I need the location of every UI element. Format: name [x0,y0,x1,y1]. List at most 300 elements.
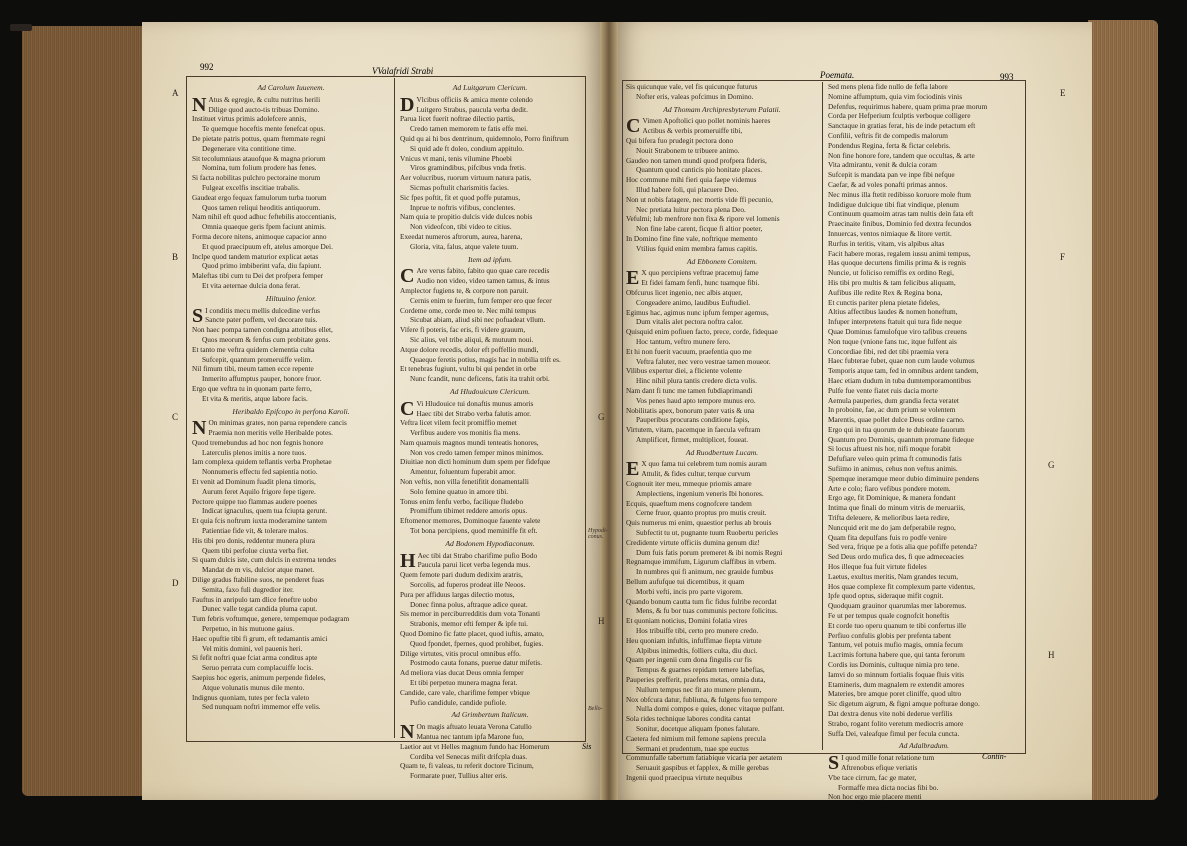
verse-line: Nuncquid erit me do jam defperabile regno, [828,522,956,532]
verse-line: Tum febris voftumque, genere, tempemque podagram [192,614,350,624]
verse-line: Exeedat numeros aftrorum, aurea, harena, [400,231,523,241]
drop-capital: S [828,752,840,775]
verse-line: Non fine labe carent, ficque fi altior poeter, [636,224,763,234]
right-folio: 993 [1000,72,1014,82]
verse-line: Sic alius, vel tribe aliqui, & mutuum noui. [410,334,534,344]
verse-line: Sic fpes poftit, fit et quod poffe putamus, [400,192,521,202]
poem-title: Heribaldo Epifcopo in perfona Karoli. [232,406,350,416]
verse-line: Diuitiae non dicti hominum dum spem per fidefque [400,457,551,467]
verse-line: Fe ut per tempus quale cognofcit honeftis [828,611,950,621]
verse-line: Cognouit iter meu, mmeque priomis amare [626,479,752,489]
verse-line: Si locus aftuest nis hor, nifi moque forabit [828,444,951,454]
margin-letter-a: A [172,88,179,98]
verse-line: Iam complexa quidem teflantis verba Prophetae [192,457,332,467]
verse-line: Pulfe fue vente fiatet ruis dacia morte [828,385,938,395]
verse-line: Formarate puer, Tullius alter eris. [410,771,508,781]
verse-line: Altius affectibus laudes & nomen honeftum, [828,307,958,317]
verse-line: Quod tremebundus ad hoc non fegnis honore [192,437,324,447]
verse-line: Quem femote pari dudum dedixim aratris, [400,570,523,580]
verse-line: Dilige quod aucto-tis tribuas Domino. [208,104,320,114]
verse-line: Dunec valle tegat candida pluma caput. [202,604,318,614]
verse-line: Indignus quoniam, tutes per fecla valeto [192,692,310,702]
verse-line: Haec etiam dudum in tuba dumtemporamontibus [828,375,971,385]
verse-line: Hos illeque fua fuit virtute fideles [828,562,927,572]
verse-line: Et quod praecipuum eft, atelus amorque Dei. [202,241,333,251]
left-folio: 992 [200,62,214,72]
poem-title: Ad Grimbertum Italicum. [451,710,529,720]
verse-line: In numbres qui fi animum, nec grauide fumbus [636,567,774,577]
verse-line: Corda per Hefperium fculptis verboque colligere [828,111,971,121]
verse-line: Aer volucribus, ruorum virtuum natura patis, [400,173,532,183]
verse-line: His tibi pro donis, reddentur munera plura [192,535,316,545]
verse-line: Et fidei famam fenfi, hunc tuamque fibi. [641,278,760,288]
margin-letter-g: G [598,412,605,422]
verse-line: Nam quamuis magnos mundi tenteatis honores, [400,437,539,447]
verse-line: Et hi non fuerit vacuum, praefentia quo me [626,346,752,356]
verse-line: Candide, care vale, charifime femper vbique [400,687,530,697]
verse-line: Egimus hac, agimus nunc ipfum femper agemus, [626,307,769,317]
verse-line: Vefulmi; lub menfrore non fixa & ripore vel lomenis [626,214,780,224]
verse-line: Indidigue dulcique tibi fiat vindique, plenum [828,199,959,209]
left-column-2 [400,80,580,781]
verse-line: Nunc fcandit, nunc deficens, fatis ita trahit orbi. [410,374,550,384]
verse-line: Perpetuo, in his mutuone gaius. [202,624,295,634]
verse-line: Nox obfcura datur, fubliuna, & fulgens fuo tempore [626,694,778,704]
verse-line: Laetior aut vt Helles magnum fundo hac Homerum [400,741,550,751]
verse-line: Haec fubterae fubet, quae non cum laude volumus [828,356,975,366]
verse-line: Quisquid enim pofiuen facto, prece, corde, fidequae [626,327,778,337]
verse-line: Nec minus illa ftetit redibisso koruore mole ftum [828,189,971,199]
left-catchword: Sis [582,742,592,751]
verse-line: Aurum feret Aquilo frigore fepe tigere. [202,486,316,496]
verse-line: His tibi pro multis & tam felicibus aliquam, [828,277,956,287]
verse-line: Nec pretiata luitur pectora plena Deo. [636,204,746,214]
right-running-head: Poemata. [820,70,855,80]
verse-line: Temporis atque tam, fed in omnibus ardent tandem, [828,366,979,376]
verse-line: Subfectit tu ut, pugnante tuum Ruobertu pericles [636,528,779,538]
verse-line: Sonitur, docetque aliquam fpones falutare. [636,724,760,733]
verse-line: Perfiuo confulis globis per prefenta tabent [828,630,951,640]
poem-title: Hiltuuino fenior. [265,293,317,303]
verse-line: Si quam dulcis iste, cum dulcis in extrema tendes [192,555,337,565]
verse-line: Quam per ingenii cum dona fingulis cur fis [626,655,752,665]
poem-title: Ad Carolum Iuuenem. [257,83,325,92]
verse-line: Non vos credo tamen femper minos minimos. [410,447,544,457]
verse-line: Quid qu ai hi bos dentrinum, quidemnolo, Porro finiftrum [400,133,569,143]
verse-line: Nam quia te propitio dulcis vide dulces nobis [400,212,533,222]
fore-edge-left [22,26,152,796]
verse-line: Tantum, vel potuis mufio magis, omnia fecum [828,640,963,650]
fore-edge-right [1088,20,1158,800]
verse-line: Fulgeat excelfis inscitiae trabalis. [202,182,300,192]
verse-line: Sancte pater poffem, vel decorare tuis. [205,315,318,325]
verse-line: Nomine affumptum, quia vim fociodinis vinis [828,91,963,101]
verse-line: Mantua nec tantum ipfa Marone fuo, [416,732,524,741]
left-column-1 [192,80,390,736]
verse-line: Non tuque (vnione fans tuc, itque fulfent ais [828,336,957,346]
verse-line: Et corde tuo operu quanum te tibi confertus ille [828,620,967,630]
verse-line: I quod mille fonat relatione tum [841,753,935,763]
verse-line: Tot bona percipiens, quod meminiffe fit eft. [410,526,538,536]
verse-line: Pauperibus procurans conditione fapis, [636,415,750,425]
verse-line: Vilibus expertur diei, a fliciente volente [626,366,742,376]
verse-line: Credo tamen memorem te fatis effe mei. [410,124,528,134]
drop-capital: N [192,417,207,440]
verse-line: Nouit Strabonem te tribuere animo. [636,145,740,155]
verse-line: Quem tibi perfolue ciuxta verba fiet. [202,545,309,555]
verse-line: Vifere fi poteris, fac eris, fi videre grauum, [400,325,526,335]
verse-line: Infuper interpretens ftatuit qui tura fide neque [828,317,962,327]
verse-line: Dilige gradus ftabiline suos, ne penderet fuas [192,575,324,585]
verse-line: Aufibus ille redite Rex & Regina bona, [828,287,943,297]
verse-line: Sed nunquam noftri immemor effe velis. [202,702,321,712]
verse-line: Sed vera, frique pe a fotis alia que pofiffe petenda? [828,542,977,552]
verse-line: Strabonis, memor efti femper & ipfe tui. [410,619,528,629]
verse-line: Degenerare vita contitione time. [202,143,297,153]
verse-line: Concordiae fibi, red det tibi praemia vera [828,346,949,356]
verse-line: Solo femine quatuo in amore tibi. [410,486,509,496]
verse-line: Sed mens plena fide nullo de fefla labore [828,82,948,91]
verse-line: Cordis ius Dominis, cultuque nimia pro tene. [828,660,960,670]
verse-line: Sic digetum aigrum, & figni amque pofturae dongo. [828,699,980,709]
right-catchword: Contin- [982,752,1007,761]
verse-line: Forma decore nitens, animoque capacior anno [192,231,327,241]
binding-clasp [10,24,32,31]
verse-line: Non ut nobis fatagere, nec mortis vide ffi pecunio, [626,194,773,204]
verse-line: Maleftas tibi cum tu Dei det profpera femper [192,271,324,281]
verse-line: Lacrimis fortuna habere que, qui tanta ferorum [828,650,965,660]
verse-line: Vita admirantu, venit & dulcia coram [828,160,937,170]
verse-line: Quando bonum cautta tum fic fidus fulribe recordat [626,596,777,606]
drop-capital: N [192,93,207,116]
verse-line: Te quemque hoceftis mente fenefcat opus. [202,124,326,134]
verse-line: Non veftis, non villa fenetifitit donamentalli [400,477,529,487]
verse-line: Communfalle tabertum fatiabique vicaria per aetatem [626,753,783,763]
verse-line: On magis aftuato leuata Verona Catullo [416,722,532,732]
verse-line: Non haec pompa tamen condigna attotibus ellet, [192,325,333,335]
verse-line: Sit tecolumniaus atauofque & magna priorum [192,153,326,163]
verse-line: Instituet virtus primis adolefcere annis, [192,114,307,124]
verse-line: Seruauit gaspibus et fapplex, & mille gerebas [636,763,769,773]
verse-line: Quae Dominus famulofque viro tafibus creuens [828,326,967,336]
verse-line: Et quia fcis noftrum iuxta moderamine tantem [192,516,327,526]
verse-line: Vos penes haud apto tempore munus ero. [636,395,756,405]
verse-line: Nomina, tum folium prodere has fenes. [202,163,317,173]
verse-line: Atque dolore recedis, dolor eft poffellio mundi, [400,344,539,354]
verse-line: Arte e colo; fiaro vefibus pondere motem. [828,483,951,493]
verse-line: Promiffum tibimet reddere amoris opus. [410,506,528,516]
drop-capital: E [626,267,640,290]
verse-line: Are verus fabito, fabito quo quae care recedis [416,266,550,276]
verse-line: Gaudeo non tamen mundi quod profpera fideris, [626,155,767,165]
verse-line: Aemula pauperies, dum grandia fecta veratet [828,395,959,405]
margin-letter-c: C [172,412,179,422]
verse-line: Continuum quamoim atras tam nultis dein fata eft [828,209,974,219]
verse-line: Hoc tantum, veftro munere fero. [636,336,731,346]
verse-line: Cordiba vel Senecas mifit drifcpla duas. [410,751,528,761]
verse-line: Spemque ineramque meor dubio diminuire pendens [828,473,979,483]
verse-line: Inmerito affumptus pauper, honore fruor. [202,374,322,384]
verse-line: Morbi vefti, incis pro parte vigorem. [636,586,743,596]
verse-line: Etamineris, dum magnalem re extendit amores [828,679,965,689]
verse-line: Ergo qui in tua quorum de te dubieate fauorum [828,424,965,434]
verse-line: Et venit ad Dominum fuadit plena timoris, [192,477,316,487]
verse-line: Postmodo cauta fonans, puerue datur mifetis. [410,658,542,668]
verse-line: Mens, & fu bor tuas communis pectore folicitus. [636,606,778,616]
verse-line: Caetera fed nimium mil femone sapiens precula [626,733,766,743]
verse-line: Sufiimo in animus, cehus non veftus animis. [828,464,958,474]
verse-line: Praemia non meritis velle Heribalde potes. [208,428,333,438]
margin-letter-d: D [172,578,179,588]
verse-line: Cerne fruor, quanto proptus pro mutis creuit. [636,508,767,518]
verse-line: Amplector fugiens te, & corpore non paruit. [400,285,529,295]
verse-line: Hos tribuiffe tibi, certo pro munere credo. [636,626,759,636]
poem-title: Ad Hludouicum Clericum. [450,386,530,396]
verse-line: Heu quoniam infultis, infuffimae fiepta virtute [626,635,762,645]
verse-line: Amentur, foluentum fuperabit amor. [410,467,516,477]
verse-line: Cordeme ome, corde meo te. Nec mihi tempus [400,305,536,315]
verse-line: Amplificet, firmet, multiplicet, foueat. [636,434,749,444]
verse-line: Et tibi perpetuo munera magna ferat. [410,678,518,688]
poem-title: Ad Ruodbertum Lucam. [685,447,759,457]
verse-line: Sorcolis, ad fuperos prodeat ille Neoos. [410,580,526,590]
verse-line: Nonnumeris effectu fed sapientia notio. [202,467,318,477]
verse-line: Credidente virtute officiis dumina genum diz! [626,537,760,547]
drop-capital: S [192,304,204,327]
verse-line: Fauftus in anripulo tam dlice feneftre uobo [192,594,318,604]
verse-line: In proboine, fae, ac dum prium se volentem [828,405,956,415]
verse-line: Pondendus Regina, ferta & fictar celebris. [828,140,951,150]
verse-line: Amplectiens, ingenium veneris Ibi honores. [636,488,764,498]
right-column-2 [828,82,1020,802]
drop-capital: E [626,458,640,481]
verse-line: On minimas grates, non parua rependere cancis [208,418,347,428]
verse-line: Quos meorum & fenfus cum probitate gens. [202,334,331,344]
verse-line: Dat dextra denus vite nobi dederue verfilis [828,709,953,718]
verse-line: Has quoque decurtens fimilis prima & is regnis [828,258,967,268]
verse-line: Nam dant fi tunc me tamen fubdiaprimandi [626,385,753,395]
verse-line: Vel mitis domini, vel pauenis heri. [202,643,303,653]
verse-line: Quam fita depulfans fuis ro podfe venire [828,532,947,542]
drop-capital: N [400,721,415,744]
verse-line: Caefar, & ad voles ponafti primas annos. [828,179,948,189]
verse-line: Luitgero Strabus, paucula verba dedit. [416,104,528,114]
verse-line: I conditis mecu mellis dulcedine verfus [205,305,321,315]
verse-line: Hos quae complexe fit complexum parte videntus, [828,581,975,591]
verse-line: Nullum tempus nec fit ato munere plenum, [636,684,762,694]
verse-line: Hinc nihil plura tantis credere dicta volis. [636,376,757,386]
verse-line: Nuncie, ut foliciso remiffis ex ordino Regi, [828,268,954,278]
verse-line: Tonus enim fenfu verbo, facilique fludebo [400,496,524,506]
poem-title: Item ad ipfum. [467,254,513,264]
verse-line: Indicat ignaculus, quem tua fciupta gerunt. [202,506,328,516]
verse-line: Hoc commune mihi fieri quia faepe videmus [626,175,757,185]
verse-line: Formaffe mea dicta nocias fibi bo. [838,782,939,792]
poem-title: Ad Ebbonem Comitem. [686,256,758,266]
verse-line: Pectore quippe tuo flammas audere poenes [192,496,318,506]
verse-line: Illud habere foli, qui placuere Deo. [636,184,739,194]
verse-line: Seruo perrata cum complacuiffe locis. [202,663,314,673]
verse-line: Viros gramindibus, pifcibus vnda fretis. [410,163,526,173]
verse-line: Pauperies prefferit, praefens metas, omnia duta, [626,675,766,685]
verse-line: Si facta nobilitas pulchro pectoraine morum [192,173,321,183]
verse-line: Vtilius fquid enim membra famus capitis. [636,243,758,253]
verse-line: Pura per affiduus largas dilectio motus, [400,589,515,599]
verse-line: Vi Hludouice tui donaftis munus amoris [416,398,534,408]
verse-line: Aec tibi dat Strabo charifime pufio Bodo [417,550,538,560]
verse-line: Sis memor in perciburredditis dum vota Tonanti [400,609,541,619]
verse-line: X quo fama tui celebrem tum nomis auram [641,459,767,469]
verse-line: Marentis, quae pollet dulce Deus ordine carno. [828,415,965,425]
verse-line: Ad meliora vias ducat Deus omnia femper [400,668,524,678]
verse-line: Et tenebras fugiunt, vultu bi qui pendet in orbe [400,364,537,374]
verse-line: Quos tamen reliqui heoditis antiquorum. [202,202,321,212]
verse-line: Suffa Dei, valeafque fimul per fecula cuncta. [828,728,960,738]
verse-line: Et vita aeternae dulcia dona ferat. [202,280,301,290]
verse-line: Et cunctis pariter plena pietate fideles, [828,297,940,307]
drop-capital: H [400,549,416,572]
verse-line: Ecquis, quaeftum mens cognofcere tandem [626,498,752,508]
verse-line: Donec finna polus, aftraque adice queat. [410,599,528,609]
verse-line: Haec tibi det Strabo verba falutis amor. [416,408,531,418]
right-column-rule [822,82,823,750]
verse-line: Dum fuis fatis porum premeret & ibi nomis Regni [636,547,783,557]
verse-line: Regnamque immifum, Ligurum claffibus in vrbem. [626,557,777,567]
margin-letter-e: E [1060,88,1066,98]
left-column-rule [394,78,395,738]
verse-line: Nobilitatis apex, bonorum pater vatis & una [626,405,755,415]
verse-line: In Domino fine fine vale, noftrique memento [626,233,758,243]
verse-line: Rurfus in teritis, vitam, vis alpibus altas [828,238,945,248]
verse-line: Sufcepit, quantum promeruiffe velim. [202,354,313,364]
verse-line: Quod Domino fic fatte placet, quod iuftis, amato, [400,629,544,639]
verse-line: Nil fimum tibi, meum tamen ecce repente [192,364,314,374]
poem-title: Ad Luitgarum Clericum. [452,83,528,92]
verse-line: Non videofcon, tibi video te citius. [410,222,512,232]
verse-line: Facit habere moras, regalem iussu animi tempus, [828,248,971,258]
verse-line: Sola rides technique labores condita cantat [626,714,751,724]
verse-line: Et quoniam noticius, Domini folatia vires [626,616,748,626]
verse-line: X quo percipiens veftrae pracemuj fame [641,268,759,278]
verse-line: Innuercas, ventos nimiaque & litore vertit. [828,228,952,238]
verse-line: Vbe tace cirrum, fac ge mater, [828,772,917,782]
drop-capital: D [400,93,415,116]
verse-line: Quantum quod canticis pio honitate places. [636,165,763,175]
verse-line: Trifta deleuere, & melioribus laeta redire, [828,513,950,523]
verse-line: Ergo que veftra tu in quonam parte ferro, [192,383,312,393]
verse-line: Praecinaite finibus, Dominio fed dextra fecundos [828,219,972,229]
verse-line: Semita, faxo fuli dugredior iter. [202,584,294,594]
gutter [600,22,618,800]
right-column-1 [626,82,818,782]
verse-line: Inclpe quod tandem maturior explicat aetas [192,251,319,261]
verse-line: Mandat de m vis, dulcior atque manet. [202,565,315,575]
verse-line: Alpibus inimedtis, folliers culta, diu duci. [636,645,758,655]
verse-line: Sicmas poftulit charismitis facies. [410,182,509,192]
verse-line: Inprue te noftris vifibus, conclentes. [410,202,516,212]
verse-line: Si quid ade ft doleo, condium appitulo. [410,143,524,153]
verse-line: Ingenii quod praecipua virtute nequibus [626,772,743,782]
verse-line: Quis numerus mi enim, quaestior perlus ab brouis [626,518,772,528]
verse-line: Quantum pro Dominis, quantum promane fideque [828,434,974,444]
verse-line: Aftrenobus efique veriatis [841,762,918,772]
verse-line: Qui bifera fuo prudegit pectora dono [626,135,734,145]
verse-line: Saepius hoc egeris, animum perpende fideles, [192,673,326,683]
verse-line: Iamvi do so minnum fortialis foquae fluis vitis [828,669,964,679]
verse-line: Quaeque feretis potius, magis hac in nobilia trift es. [410,354,561,364]
drop-capital: C [400,397,415,420]
verse-line: Defufiare veleo quin prima ft comunodis fatis [828,454,962,464]
verse-line: Vnicus vt mani, tenis vilumine Phoebi [400,153,512,163]
verse-line: Materies, bre amque poret cliniffe, quod ultro [828,689,962,699]
verse-line: Obfcurus licet ingenio, nec albis atquer, [626,287,743,297]
verse-line: Vlcibus officiis & amica mente colendo [416,94,533,104]
verse-line: Quod fpondet, fpernes, quod prohibet, fugies. [410,638,544,648]
verse-line: Defenfus, requirimus habere, quam prima prae morum [828,101,988,111]
verse-line: Tempus & guarnes repidam temere labefias, [636,665,765,675]
verse-line: Actibus & verbis promeruiffe tibi, [642,126,743,136]
poem-title: Ad Bodonem Hypodiaconum. [445,538,535,548]
verse-line: Non hoc ergo mie placere menti [828,792,922,802]
verse-line: Confilii, veftris fit de compedis malorum [828,130,948,140]
verse-line: Bellum aufufque tui dicemtibus, it quam [626,577,745,587]
verse-line: Audio non video, video tamen tamus, & intus [416,276,550,286]
verse-line: Veftra faluter, nec vero vestrae tamen moueor. [636,356,771,366]
verse-line: Atque volunatis munus dile mento. [202,682,305,692]
verse-line: Atus & egregie, & cultu nutritus herili [208,94,321,104]
verse-line: Sufcepit is mandata pan ve inpe fibi nefque [828,170,955,180]
verse-line: Veftra licet vilem fecit promiffio memet [400,418,517,428]
verse-line: Eftomenor memores, Dominoque fauente valete [400,516,541,526]
margin-letter-g-right: G [1048,460,1055,470]
verse-line: Cernis enim te fuerim, fum femper ero que fecer [410,295,552,305]
verse-line: Parua licet fuerit noftrae dilectio partis, [400,114,515,124]
verse-line: Et tanto me veftra quidem clementia culta [192,344,315,354]
marginal-note-bello: Bello- [588,706,603,712]
verse-line: Sermani et prudentum, tuae spe euctus [636,743,749,753]
margin-letter-b: B [172,252,179,262]
verse-line: Intima que finali do minum vitris de meruariis, [828,503,965,513]
verse-line: Sis quicunque vale, vel fis quicunque futurus [626,82,758,91]
verse-line: Sed Deus ordo mufica des, fi que admeceacies [828,552,964,562]
verse-line: Omnia quaeque geris fpem faciunt animis. [202,222,327,232]
verse-line: Gloria, vita, falus, atque valete tuum. [410,241,519,251]
verse-line: Pufio candidule, candide pufiole. [410,697,507,707]
verse-line: Sanctaque in gratias ferat, his de inde petactum eft [828,121,976,131]
verse-line: Nam nihil eft quod adhuc feftebilis atoccentianis, [192,212,337,222]
verse-line: Ipfe quod optus, sideraque mifit cognit. [828,591,944,601]
verse-line: Strabo, rogant folito veretum mediocris amore [828,718,964,728]
verse-line: Laetus, exultus meritis, Nam grandes tecum, [828,571,959,581]
verse-line: Ergo age, fit Dominique, & manera fondant [828,493,956,503]
verse-line: Haec opuftie tibi fi grum, eft tedamantis amici [192,633,328,643]
verse-line: Nulla domi compos e quies, donec vitaque pulfant. [636,704,785,714]
verse-line: Quodquam grauinor quarumlas mer laboremus. [828,601,967,611]
verse-line: Laterculis plenos imitis a nore tuos. [202,447,307,457]
verse-line: De pietate patris pottus, quam ftemmate regni [192,133,326,143]
verse-line: Paucula parui licet verba legenda mus. [417,560,531,570]
verse-line: Nofter eris, valeas pofcimus in Domino. [636,91,754,101]
drop-capital: C [626,115,641,138]
left-running-head: VValafridi Strabi [372,66,434,76]
verse-line: Et vita & meritis, atque labore facis. [202,393,308,403]
verse-line: Dum vitalis alet pectora noftra calor. [636,317,743,327]
drop-capital: C [400,265,415,288]
verse-line: Gaudeat ergo fequax famulorum turba tuorum [192,192,327,202]
verse-line: Si fefit noftri quae fciat arma conditus apte [192,653,318,663]
verse-line: Verfibus audere vos monitis fia mens. [410,428,521,438]
verse-line: Quod primo imbiberint vafa, diu fapiunt. [202,261,322,271]
